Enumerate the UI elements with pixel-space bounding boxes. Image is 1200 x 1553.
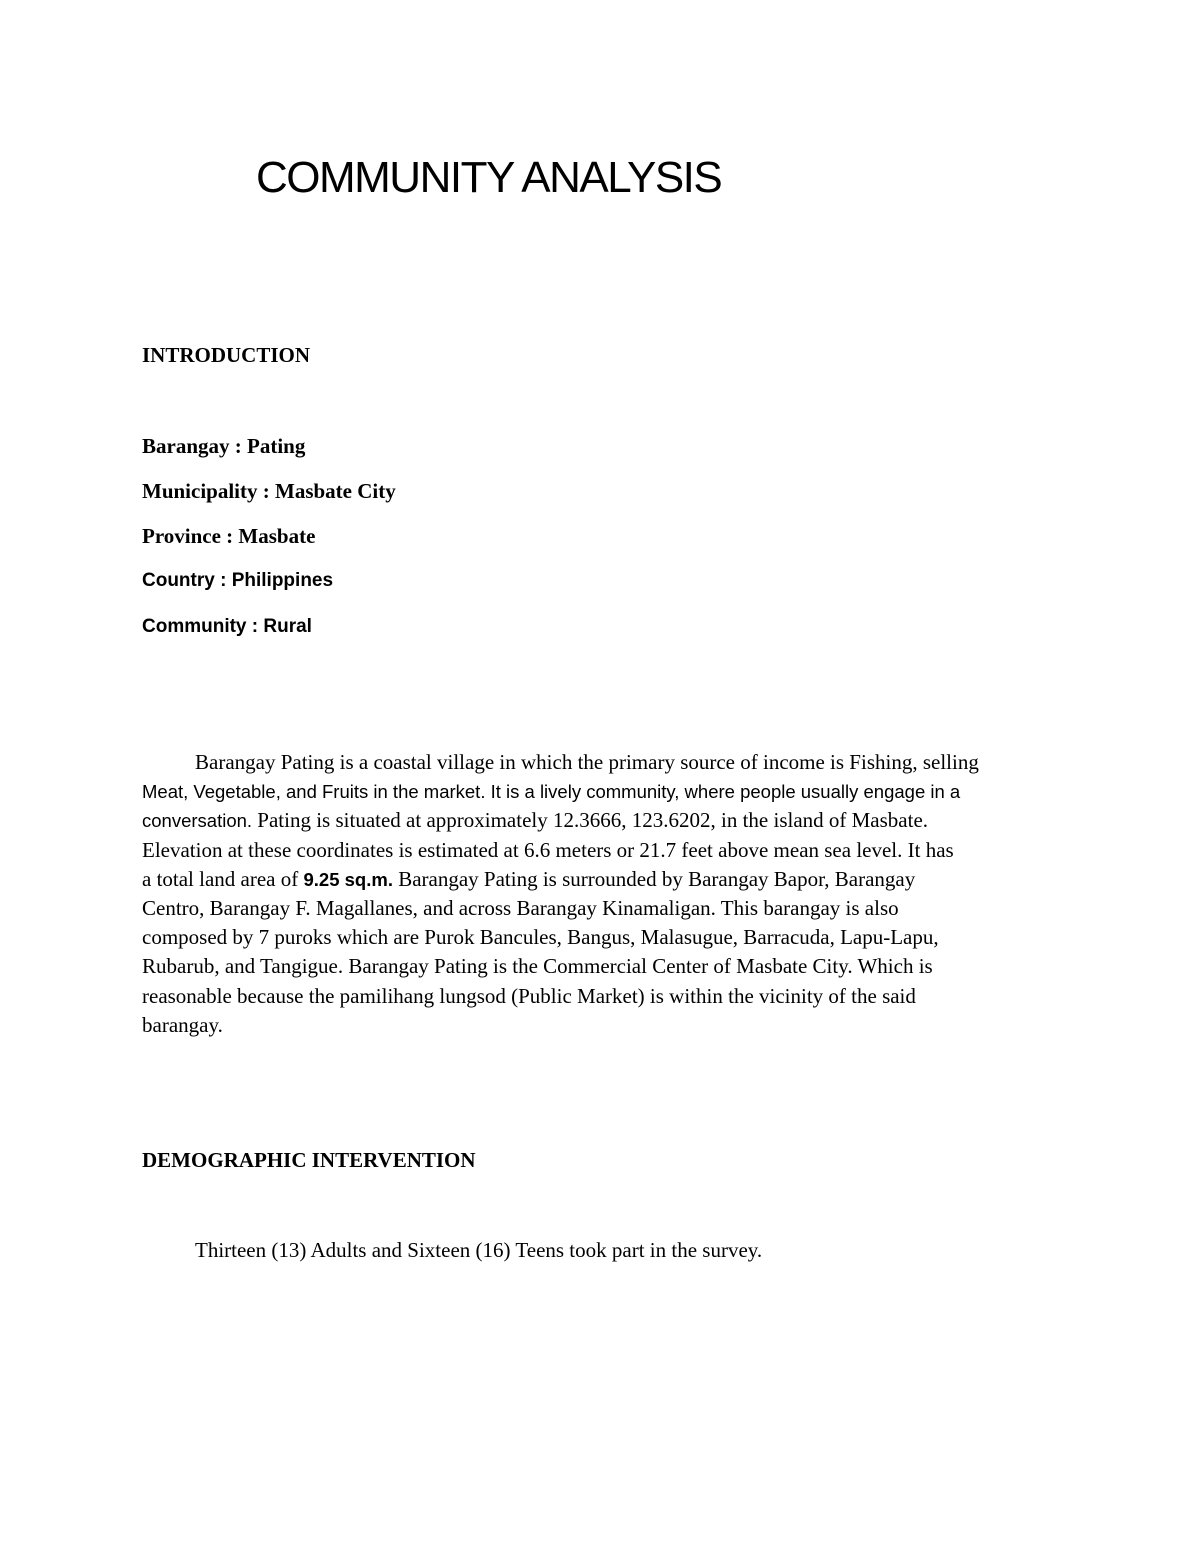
document-title: COMMUNITY ANALYSIS — [256, 153, 722, 202]
paragraph-line: a total land area of 9.25 sq.m. Barangay Pating is surrounded by Barangay Bapor, Barangay — [142, 866, 916, 891]
paragraph-line: Centro, Barangay F. Magallanes, and across Barangay Kinamaligan. This barangay is also — [142, 896, 899, 921]
community-field: Community : Rural — [142, 616, 312, 637]
paragraph-line: barangay. — [142, 1012, 223, 1037]
paragraph-line: conversation. Pating is situated at approximately 12.3666, 123.6202, in the island of Masbate. — [142, 808, 929, 833]
land-area-value: 9.25 sq.m. — [303, 868, 393, 890]
municipality-field: Municipality : Masbate City — [142, 479, 396, 503]
paragraph-line: Meat, Vegetable, and Fruits in the market. It is a lively community, where people usually engage in a — [142, 781, 961, 803]
paragraph-line: composed by 7 puroks which are Purok Bancules, Bangus, Malasugue, Barracuda, Lapu-Lapu, — [142, 925, 939, 950]
paragraph-line: Rubarub, and Tangigue. Barangay Pating is the Commercial Center of Masbate City. Which is — [142, 954, 933, 979]
paragraph-line: Elevation at these coordinates is estimated at 6.6 meters or 21.7 feet above mean sea level. It has — [142, 837, 954, 862]
barangay-field: Barangay : Pating — [142, 434, 306, 458]
paragraph-line: reasonable because the pamilihang lungsod (Public Market) is within the vicinity of the said — [142, 983, 916, 1008]
paragraph-line: Barangay Pating is a coastal village in which the primary source of income is Fishing, selling — [195, 750, 979, 774]
introduction-heading: INTRODUCTION — [142, 343, 311, 367]
country-field: Country : Philippines — [142, 570, 334, 591]
province-field: Province : Masbate — [142, 524, 316, 548]
demographic-heading: DEMOGRAPHIC INTERVENTION — [142, 1148, 476, 1172]
introduction-paragraph — [142, 748, 1062, 1040]
survey-summary: Thirteen (13) Adults and Sixteen (16) Teens took part in the survey. — [195, 1238, 763, 1262]
